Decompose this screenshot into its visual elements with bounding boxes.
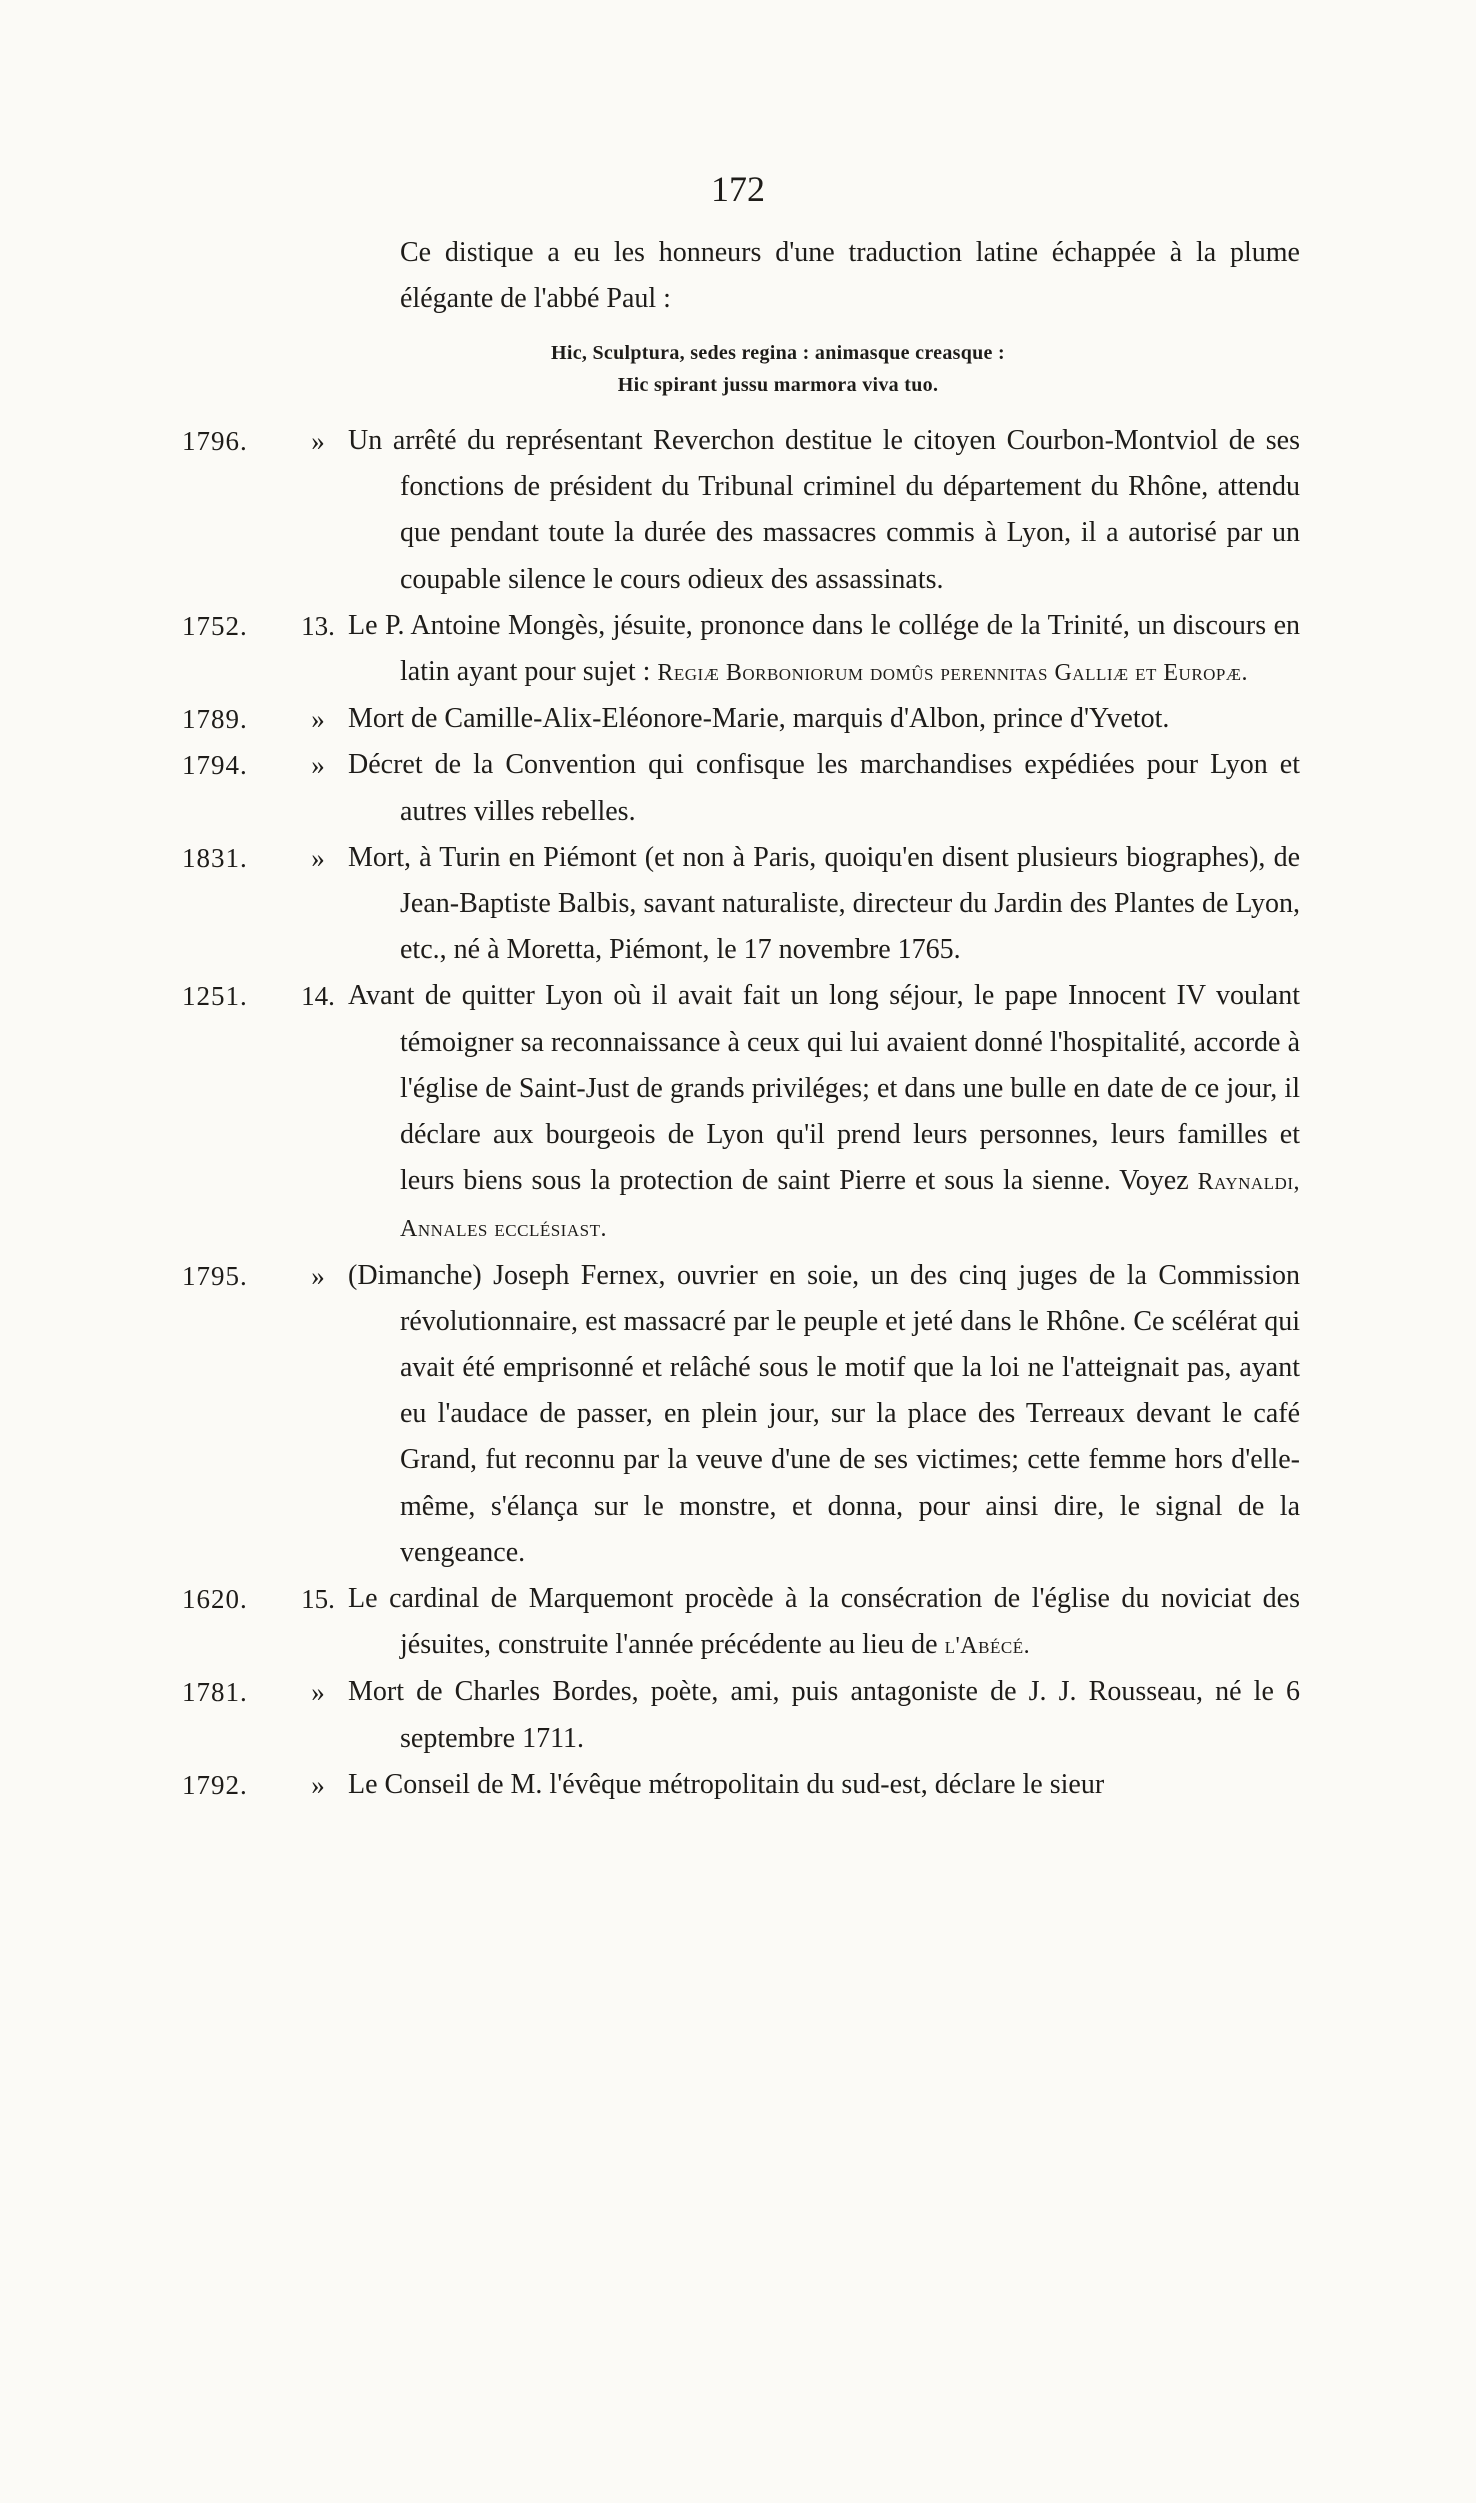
entry-year: 1752. bbox=[182, 610, 248, 641]
entry-body: Décret de la Convention qui confisque les marchandises expédiées pour Lyon et autres villes rebelles. bbox=[348, 749, 1300, 827]
entry-small-caps: l'Abécé. bbox=[944, 1633, 1031, 1660]
entry-body: Avant de quitter Lyon où il avait fait un long séjour, le pape Innocent IV voulant témoigner sa reconnaissance à ceux qui lui avaient donné l'hospitalité, accorde à l'église de Saint-Just de grands priviléges; et dans une bulle en date de ce jour, il déclare aux bourgeois de Lyon qu'il prend leurs personnes, leurs familles et leurs biens sous la protection de saint Pierre et sous la sienne. Voyez bbox=[348, 980, 1300, 1197]
entry-body: Mort de Charles Bordes, poète, ami, puis antagoniste de J. J. Rousseau, né le 6 septembre 1711. bbox=[348, 1676, 1300, 1754]
entry-year: 1792. bbox=[182, 1769, 248, 1800]
entry-day: » bbox=[311, 1769, 325, 1800]
entry-text bbox=[348, 696, 1300, 742]
entry-1251 bbox=[0, 973, 1476, 1252]
entry-day: » bbox=[311, 750, 325, 781]
entry-day: 13. bbox=[301, 610, 335, 641]
entry-day: » bbox=[311, 1260, 325, 1291]
entry-1831 bbox=[0, 835, 1476, 974]
entry-day: 14. bbox=[301, 981, 335, 1012]
entry-body: Mort de Camille-Alix-Eléonore-Marie, marquis d'Albon, prince d'Yvetot. bbox=[348, 703, 1170, 735]
entry-body: Le Conseil de M. l'évêque métropolitain du sud-est, déclare le sieur bbox=[348, 1768, 1105, 1800]
entry-body: Le P. Antoine Mongès, jésuite, prononce dans le collége de la Trinité, un discours en latin ayant pour sujet : bbox=[348, 609, 1300, 688]
entry-1752 bbox=[0, 603, 1476, 696]
entry-text bbox=[348, 603, 1300, 696]
entry-day: 15. bbox=[301, 1584, 335, 1615]
entry-text bbox=[348, 1253, 1300, 1576]
entry-day: » bbox=[311, 842, 325, 873]
entry-text bbox=[348, 1669, 1300, 1761]
entry-year: 1620. bbox=[182, 1584, 248, 1615]
entry-text bbox=[348, 418, 1300, 603]
entry-body: Le cardinal de Marquemont procède à la consécration de l'église du noviciat des jésuites, construite l'année précédente au lieu de bbox=[348, 1583, 1300, 1661]
entry-small-caps: Regiæ Borboniorum domûs perennitas Galliæ et Europæ. bbox=[657, 660, 1248, 687]
entry-1794 bbox=[0, 742, 1476, 834]
entry-year: 1796. bbox=[182, 426, 248, 456]
entry-year: 1794. bbox=[182, 750, 248, 781]
entry-year: 1795. bbox=[182, 1260, 248, 1291]
entry-text bbox=[348, 973, 1300, 1252]
entry-year: 1781. bbox=[182, 1677, 248, 1708]
entry-year: 1831. bbox=[182, 842, 248, 873]
entry-1789 bbox=[0, 696, 1476, 742]
latin-verse-line-1: Hic, Sculptura, sedes regina : animasque creasque : bbox=[550, 342, 1005, 364]
entry-day: » bbox=[311, 704, 325, 735]
entry-1795 bbox=[0, 1253, 1476, 1576]
entry-text bbox=[348, 1576, 1300, 1669]
entry-day: » bbox=[311, 1677, 325, 1708]
entry-year: 1789. bbox=[182, 704, 248, 735]
entry-text bbox=[348, 1762, 1300, 1808]
entry-1796 bbox=[0, 418, 1476, 603]
entry-body: Mort, à Turin en Piémont (et non à Paris, quoiqu'en disent plusieurs biographes), de Jean-Baptiste Balbis, savant naturaliste, directeur du Jardin des Plantes de Lyon, etc., né à Moretta, Piémont, le 17 novembre 1765. bbox=[348, 841, 1300, 966]
entry-day: » bbox=[311, 426, 325, 456]
intro-paragraph: Ce distique a eu les honneurs d'une traduction latine échappée à la plume élégante de l'abbé Paul : bbox=[400, 237, 1300, 314]
chronology-entries bbox=[0, 418, 1476, 1808]
entry-text bbox=[348, 742, 1300, 834]
entry-body: (Dimanche) Joseph Fernex, ouvrier en soie, un des cinq juges de la Commission révolutionnaire, est massacré par le peuple et jeté dans le Rhône. Ce scélérat qui avait été emprisonné et relâché sous le motif que la loi ne l'atteignait pas, ayant eu l'audace de passer, en plein jour, sur la place des Terreaux devant le café Grand, fut reconnu par la veuve d'une de ses victimes; cette femme hors d'elle-même, s'élança sur le monstre, et donna, pour ainsi dire, le signal de la vengeance. bbox=[348, 1259, 1300, 1568]
entry-body: Un arrêté du représentant Reverchon destitue le citoyen Courbon-Montviol de ses fonctions de président du Tribunal criminel du département du Rhône, attendu que pendant toute la durée des massacres commis à Lyon, il a autorisé par un coupable silence le cours odieux des assassinats. bbox=[348, 425, 1300, 595]
entry-small-caps: Raynaldi, Annales ecclésiast. bbox=[400, 1169, 1300, 1243]
entry-1792 bbox=[0, 1762, 1476, 1808]
page-number: 172 bbox=[711, 169, 765, 209]
entry-1781 bbox=[0, 1669, 1476, 1761]
entry-year: 1251. bbox=[182, 981, 248, 1012]
latin-verse-line-2: Hic spirant jussu marmora viva tuo. bbox=[617, 374, 939, 396]
entry-1620 bbox=[0, 1576, 1476, 1669]
entry-text bbox=[348, 835, 1300, 974]
